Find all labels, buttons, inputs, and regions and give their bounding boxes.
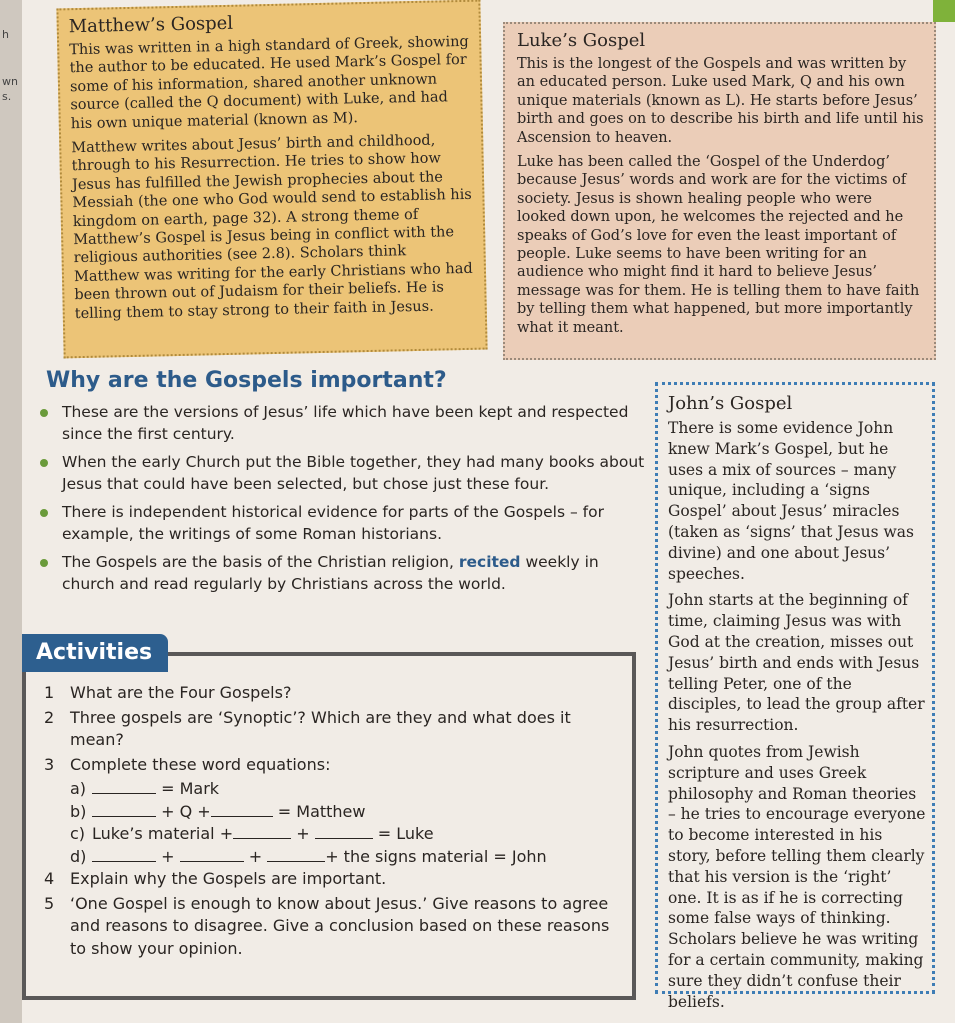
why-gospels-important-section: [40, 368, 650, 601]
activity-item: 3 Complete these word equations:: [44, 754, 331, 774]
activities-box: [22, 652, 636, 1000]
john-paragraph-1: There is some evidence John knew Mark’s Gospel, but he uses a mix of sources – many unique, including a ‘signs Gospel’ about Jesus’ miracles (taken as ‘signs’ that Jesus was divine) and one about Jesus’ speeches.: [668, 419, 914, 583]
list-item: The Gospels are the basis of the Christian religion, recited weekly in church and read regularly by Christians across the world.: [40, 551, 650, 595]
equation-a: a) = Mark: [70, 779, 220, 798]
equation-b: b) + Q + = Matthew: [70, 801, 366, 821]
john-title: John’s Gospel: [668, 393, 793, 414]
why-bullet-list: [40, 401, 650, 595]
highlighted-keyword[interactable]: recited: [458, 553, 521, 571]
corner-tab: [933, 0, 955, 22]
bullet-dot-icon: [40, 559, 48, 567]
adjacent-page-strip: [0, 0, 22, 1023]
answer-blank[interactable]: [180, 847, 244, 862]
answer-blank[interactable]: [92, 802, 156, 817]
john-paragraph-2: John starts at the beginning of time, claiming Jesus was with God at the creation, misses out Jesus’ birth and ends with Jesus telling Peter, one of the disciples, to lead the group after his resurrection.: [668, 591, 925, 735]
list-item: When the early Church put the Bible together, they had many books about Jesus that could have been selected, but chose just these four.: [40, 451, 650, 495]
activities-tab: Activities: [22, 634, 168, 672]
bullet-dot-icon: [40, 409, 48, 417]
margin-fragment: h: [2, 28, 9, 41]
activity-item: 4 Explain why the Gospels are important.: [44, 869, 387, 888]
bullet-dot-icon: [40, 459, 48, 467]
luke-title: Luke’s Gospel: [517, 30, 646, 51]
luke-paragraph-1: This is the longest of the Gospels and was written by an educated person. Luke used Mark, Q and his own unique materials (known as L). He starts before Jesus’ birth and goes on to describe his birth and life until his Ascension to heaven.: [517, 56, 924, 146]
john-gospel-box: [655, 382, 935, 1011]
matthew-paragraph-1: This was written in a high standard of Greek, showing the author to be educated. He used Mark’s Gospel for some of his information, shared another unknown source (called the Q document) with Luke, and had his own unique material (known as M).: [69, 33, 469, 132]
equation-d: d) + + + the signs material = John: [70, 846, 547, 866]
margin-fragment: s.: [2, 90, 12, 103]
answer-blank[interactable]: [315, 824, 373, 839]
bullet-dot-icon: [40, 509, 48, 517]
activity-item: 1 What are the Four Gospels?: [44, 683, 292, 702]
activity-item: 5 ‘One Gospel is enough to know about Jesus.’ Give reasons to agree and reasons to disagree. Give a conclusion based on these reasons to show your opinion.: [44, 893, 610, 958]
answer-blank[interactable]: [267, 847, 325, 862]
matthew-gospel-box: [56, 0, 487, 358]
matthew-title: Matthew’s Gospel: [68, 12, 234, 38]
activity-item: 2 Three gospels are ‘Synoptic’? Which are they and what does it mean?: [44, 707, 571, 749]
luke-paragraph-2: Luke has been called the ‘Gospel of the Underdog’ because Jesus’ words and work are for the victims of society. Jesus is shown healing people who were looked down upon, he welcomes the rejected and he speaks of God’s love for even the least important of people. Luke seems to have been writing for an audience who might find it hard to believe Jesus’ message was for them. He is telling them to have faith by telling them what happened, but more importantly what it meant.: [517, 154, 920, 336]
list-item: These are the versions of Jesus’ life which have been kept and respected since the first century.: [40, 401, 650, 445]
list-item: There is independent historical evidence for parts of the Gospels – for example, the writings of some Roman historians.: [40, 501, 650, 545]
answer-blank[interactable]: [211, 802, 273, 817]
matthew-paragraph-2: Matthew writes about Jesus’ birth and childhood, through to his Resurrection. He tries to show how Jesus has fulfilled the Jewish prophecies about the Messiah (the one who God would send to establish his kingdom on earth, page 32). A strong theme of Matthew’s Gospel is Jesus being in conflict with the religious authorities (see 2.8). Scholars think Matthew was writing for the early Christians who had been thrown out of Judaism for their beliefs. He is telling them to stay strong to their faith in Jesus.: [71, 132, 473, 322]
equation-c: c) Luke’s material + + = Luke: [70, 824, 434, 843]
answer-blank[interactable]: [92, 779, 156, 794]
luke-gospel-box: [503, 22, 936, 360]
margin-fragment: wn: [2, 75, 18, 88]
john-paragraph-3: John quotes from Jewish scripture and uses Greek philosophy and Roman theories – he tries to encourage everyone to become interested in his story, before telling them clearly that his version is the ‘right’ one. It is as if he is correcting some false ways of thinking. Scholars believe he was writing for a certain community, making sure they didn’t confuse their beliefs.: [668, 742, 926, 1011]
why-title: Why are the Gospels important?: [46, 368, 447, 393]
answer-blank[interactable]: [233, 824, 291, 839]
answer-blank[interactable]: [92, 847, 156, 862]
